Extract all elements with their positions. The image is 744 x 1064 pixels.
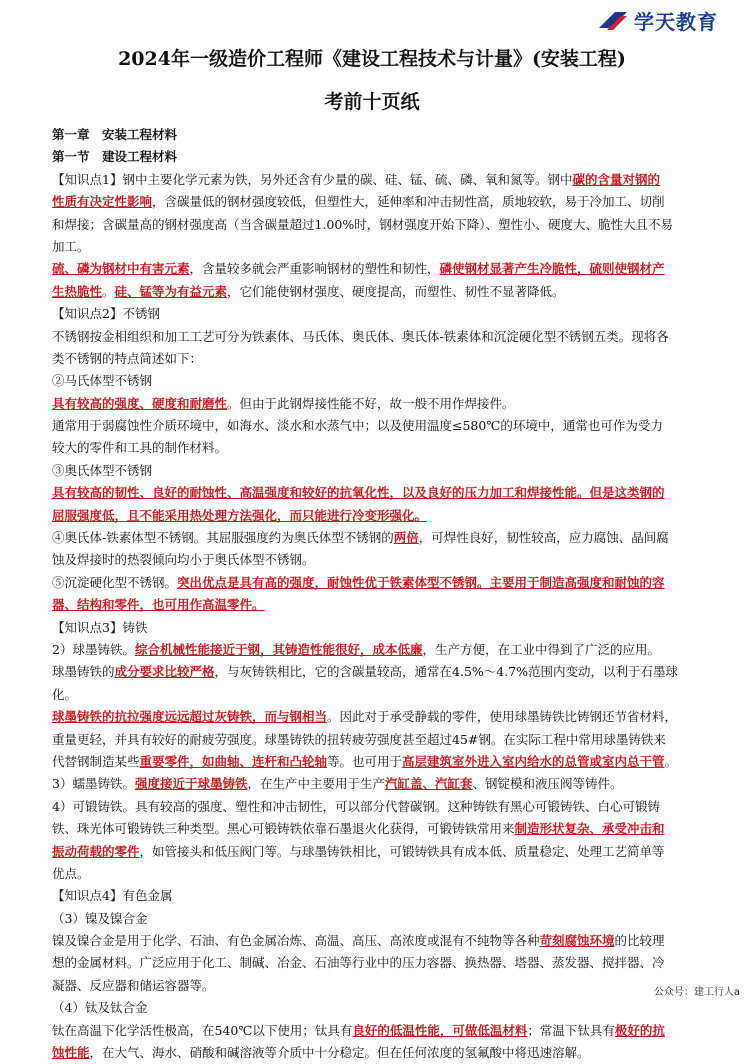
text-line: [52, 617, 707, 639]
highlighted-text: 具有较高的强度、硬度和耐磨性: [52, 395, 228, 411]
brand-swoosh-icon: [597, 8, 629, 32]
highlighted-text: 振动荷载的零件: [52, 843, 140, 859]
text-line: [52, 482, 707, 504]
body-text: 、钢锭模和液压阀等铸件。: [472, 776, 623, 792]
body-text: 和焊接；含碳量高的钢材强度高（当含碳量超过1.00%时，钢材强度开始下降）、塑性小、硬度大、脆性大且不易: [52, 216, 673, 232]
body-text: 通常用于弱腐蚀性介质环境中，如海水、淡水和水蒸气中；以及使用温度≤580℃的环境中，通常也可作为受力: [52, 418, 663, 434]
document-body: [52, 124, 707, 1064]
highlighted-text: 极好的抗: [614, 1022, 665, 1038]
text-line: [52, 258, 707, 280]
text-line: [52, 326, 707, 348]
body-text: （4）钛及钛合金: [52, 1000, 148, 1016]
highlighted-text: 器、结构和零件，也可用作高温零件。: [52, 597, 265, 613]
body-text: 【知识点4】有色金属: [52, 888, 173, 904]
body-text: ，在生产中主要用于生产: [247, 776, 385, 792]
body-text: 蚀及焊接时的热裂倾向均小于奥氏体型不锈钢。: [52, 552, 315, 568]
body-text: 铁、珠光体可锻铸铁三种类型。黑心可锻铸铁依靠石墨退火化获得，可锻铸铁常用来: [52, 821, 515, 837]
text-line: [52, 639, 707, 661]
body-text: 4）可锻铸铁。具有较高的强度、塑性和冲击韧性，可以部分代替碳钢。这种铸铁有黑心可锻铸铁、白心可锻铸: [52, 798, 660, 814]
text-line: [52, 236, 707, 258]
text-line: [52, 460, 707, 482]
body-text: ④奥氏体-铁素体型不锈钢。其屈服强度约为奥氏体型不锈钢的: [52, 530, 394, 546]
text-line: [52, 975, 707, 997]
body-text: 镍及镍合金是用于化学、石油、有色金属冶炼、高温、高压、高浓度或混有不纯物等各种: [52, 933, 540, 949]
body-lines: [52, 169, 707, 1064]
text-line: [52, 303, 707, 325]
text-line: [52, 661, 707, 683]
highlighted-text: 碳的含量对钢的: [572, 171, 660, 187]
text-line: [52, 885, 707, 907]
body-text: ，生产方便，在工业中得到了广泛的应用。: [422, 641, 660, 657]
body-text: 优点。: [52, 865, 90, 881]
text-line: [52, 863, 707, 885]
highlighted-text: 生热脆性: [52, 283, 103, 299]
body-text: 【知识点3】铸铁: [52, 619, 148, 635]
body-text: ，如管接头和低压阀门等。与球墨铸铁相比，可锻铸铁具有成本低、质量稳定、处理工艺简单等: [139, 843, 665, 859]
text-line: [52, 393, 707, 415]
text-line: [52, 281, 707, 303]
text-line: [52, 841, 707, 863]
highlighted-text: 高层建筑室外进入室内给水的总管或室内总干管: [402, 753, 665, 769]
highlighted-text: 汽缸盖、汽缸套: [385, 776, 473, 792]
body-text: 3）蠕墨铸铁。: [52, 776, 135, 792]
body-text: ③奥氏体型不锈钢: [52, 462, 153, 478]
text-line: [52, 706, 707, 728]
text-line: [52, 796, 707, 818]
text-line: [52, 1020, 707, 1042]
text-line: [52, 684, 707, 706]
text-line: [52, 169, 707, 191]
body-text: 加工。: [52, 238, 90, 254]
highlighted-text: 突出优点是具有高的强度，耐蚀性优于铁素体型不锈钢。主要用于制造高强度和耐蚀的容: [177, 574, 665, 590]
text-line: [52, 930, 707, 952]
text-line: [52, 751, 707, 773]
body-text: ，在大气、海水、硝酸和碱溶液等介质中十分稳定。但在任何浓度的氢氟酸中将迅速溶解。: [89, 1045, 590, 1061]
brand-logo: [597, 6, 718, 34]
text-line: [52, 437, 707, 459]
brand-name: 学天教育: [634, 9, 718, 34]
highlighted-text: 良好的低温性能，可做低温材料: [352, 1022, 528, 1038]
body-text: 。但由于此钢焊接性能不好，故一般不用作焊接件。: [227, 395, 515, 411]
text-line: [52, 348, 707, 370]
text-line: [52, 370, 707, 392]
highlighted-text: 磷使钢材显著产生冷脆性，硫则使钢材产: [439, 261, 665, 277]
body-text: 化。: [52, 686, 78, 702]
highlighted-text: 球墨铸铁的抗拉强度远远超过灰铸铁，而与钢相当: [52, 709, 328, 725]
body-text: 。: [664, 753, 678, 769]
highlighted-text: 具有较高的韧性、良好的耐蚀性、高温强度和较好的抗氧化性，以及良好的压力加工和焊接性能。但是这类钢的: [52, 485, 665, 501]
body-text: 的比较理: [614, 933, 665, 949]
highlighted-text: 苛刻腐蚀环境: [539, 933, 615, 949]
text-line: [52, 729, 707, 751]
body-text: 类不锈钢的特点简述如下：: [52, 350, 203, 366]
body-text: 代替钢制造某些: [52, 753, 140, 769]
text-line: [52, 415, 707, 437]
text-line: [52, 997, 707, 1019]
highlighted-text: 强度接近于球墨铸铁: [134, 776, 248, 792]
highlighted-text: 性质有决定性影响: [52, 194, 153, 210]
text-line: [52, 214, 707, 236]
highlighted-text: 蚀性能: [52, 1045, 90, 1061]
body-text: （3）镍及镍合金: [52, 910, 148, 926]
body-text: ，可焊性良好，韧性较高，应力腐蚀、晶间腐: [418, 530, 669, 546]
body-text: ；常温下钛具有: [527, 1022, 615, 1038]
highlighted-text: 硫、磷为钢材中有害元素: [52, 261, 190, 277]
body-text: 重量更轻，并具有较好的耐疲劳强度。球墨铸铁的扭转疲劳强度甚至超过45#钢。在实际工程中常用球墨铸铁来: [52, 731, 666, 747]
highlighted-text: 综合机械性能接近于钢，其铸造性能很好，成本低廉: [134, 641, 423, 657]
body-text: 【知识点2】不锈钢: [52, 306, 160, 322]
footer-credit: 公众号：建工行人a: [653, 987, 740, 998]
body-text: 不锈钢按金相组织和加工工艺可分为铁素体、马氏体、奥氏体、奥氏体-铁素体和沉淀硬化型不锈钢五类。现将各: [52, 328, 669, 344]
body-text: 。因此对于承受静载的零件，使用球墨铸铁比铸钢还节省材料，: [327, 709, 678, 725]
highlighted-text: 屈服强度低，且不能采用热处理方法强化，而只能进行冷变形强化。: [52, 507, 428, 523]
body-text: 2）球墨铸铁。: [52, 641, 135, 657]
body-text: 等。也可用于: [327, 753, 403, 769]
text-line: [52, 527, 707, 549]
highlighted-text: 成分要求比较严格: [114, 664, 215, 680]
highlighted-text: 两倍: [393, 530, 419, 546]
text-line: [52, 908, 707, 930]
highlighted-text: 硅、锰等为有益元素: [114, 283, 228, 299]
text-line: [52, 952, 707, 974]
section-heading: 第一节 建设工程材料: [52, 149, 178, 165]
body-text: 凝器、反应器和储运容器等。: [52, 977, 215, 993]
body-text: 钛在高温下化学活性极高，在540℃以下使用；钛具有: [52, 1022, 353, 1038]
document-subtitle: 考前十页纸: [324, 91, 420, 113]
body-text: ，含碳量低的钢材强度较低，但塑性大，延伸率和冲击韧性高，质地较软，易于冷加工、切削: [152, 194, 665, 210]
text-line: [52, 505, 707, 527]
text-line: [52, 818, 707, 840]
text-line: [52, 549, 707, 571]
body-text: 球墨铸铁的: [52, 664, 115, 680]
text-line: [52, 1042, 707, 1064]
body-text: 较大的零件和工具的制作材料。: [52, 440, 228, 456]
highlighted-text: 制造形状复杂、承受冲击和: [514, 821, 665, 837]
body-text: ②马氏体型不锈钢: [52, 373, 153, 389]
text-line: [52, 191, 707, 213]
chapter-heading: 第一章 安装工程材料: [52, 127, 178, 142]
text-line: [52, 572, 707, 594]
body-text: 。: [102, 283, 115, 299]
body-text: 【知识点1】钢中主要化学元素为铁，另外还含有少量的碳、硅、锰、硫、磷、氧和氮等。钢中: [52, 171, 573, 187]
body-text: ，它们能使钢材强度、硬度提高，而塑性、韧性不显著降低。: [227, 283, 565, 299]
text-line: [52, 594, 707, 616]
document-title: 2024年一级造价工程师《建设工程技术与计量》(安装工程): [118, 48, 626, 70]
body-text: 想的金属材料。广泛应用于化工、制碱、冶金、石油等行业中的压力容器、换热器、塔器、蒸发器、搅拌器、冷: [52, 955, 665, 971]
highlighted-text: 重要零件，如曲轴、连杆和凸轮轴: [139, 753, 328, 769]
body-text: ⑤沉淀硬化型不锈钢。: [52, 574, 178, 590]
text-line: [52, 773, 707, 795]
body-text: ，含量较多就会严重影响钢材的塑性和韧性，: [189, 261, 440, 277]
body-text: ，与灰铸铁相比，它的含碳量较高，通常在4.5%～4.7%范围内变动，以利于石墨球: [214, 664, 679, 680]
